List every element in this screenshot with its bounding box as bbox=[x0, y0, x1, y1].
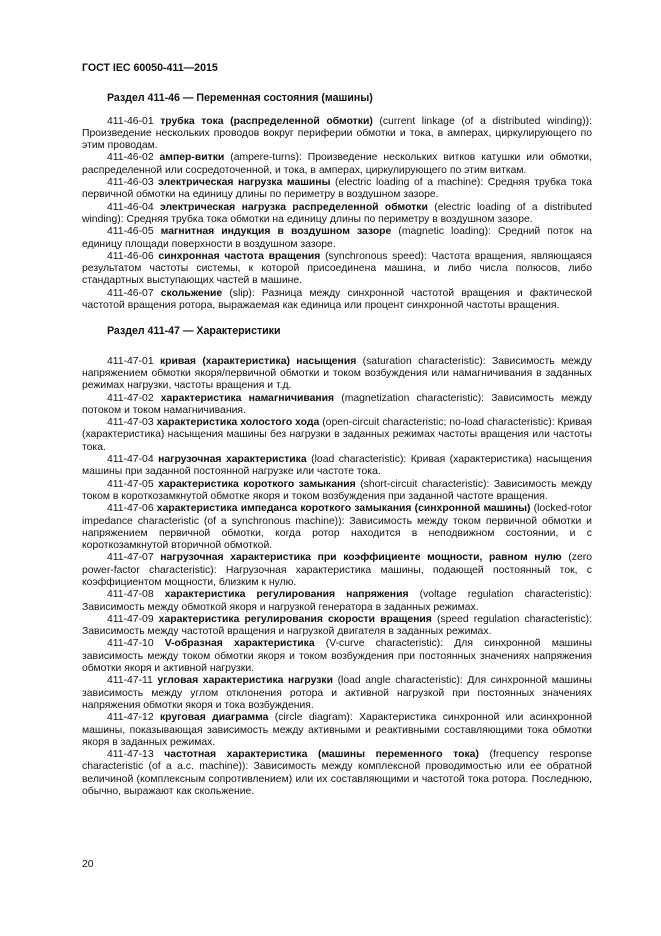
entry-411-46-05 bbox=[82, 226, 592, 251]
entry-term: электрическая нагрузка распределенной обмотки bbox=[159, 201, 428, 213]
entry-code: 411-46-03 bbox=[107, 177, 154, 189]
entry-411-47-08 bbox=[82, 589, 592, 614]
entry-text: (current linkage (of a distributed winding)): Произведение нескольких проводов вокруг периферии обмотки и тока, в амперах, циркулирующего по этим проводам. bbox=[82, 115, 592, 152]
section-body bbox=[82, 356, 592, 799]
page-number: 20 bbox=[82, 859, 94, 870]
entry-code: 411-47-01 bbox=[107, 355, 154, 367]
entry-term: магнитная индукция в воздушном зазоре bbox=[160, 226, 392, 238]
entry-411-47-10 bbox=[82, 638, 592, 675]
entry-411-47-06 bbox=[82, 503, 592, 552]
entry-411-46-06 bbox=[82, 251, 592, 288]
entry-411-47-04 bbox=[82, 454, 592, 479]
entry-411-47-11 bbox=[82, 675, 592, 712]
entry-411-46-07 bbox=[82, 288, 592, 313]
entry-code: 411-47-07 bbox=[107, 552, 154, 564]
entry-term: характеристика холостого хода bbox=[156, 417, 320, 429]
entry-text: (electric loading of a machine): Средняя трубка тока первичной обмотки на единицу длины по периметру в воздушном зазоре. bbox=[82, 177, 592, 201]
entry-term: скольжение bbox=[160, 287, 223, 299]
entry-text: (voltage regulation characteristic): Зависимость между обмоткой якоря и нагрузкой генератора в заданных режимах. bbox=[82, 589, 593, 613]
entry-code: 411-46-02 bbox=[107, 152, 154, 164]
entry-text: (ampere-turns): Произведение нескольких витков катушки или обмотки, распределенной или сосредоточенной, и тока, в амперах, циркулирующего по этим виткам. bbox=[82, 152, 592, 176]
entry-text: (V-curve characteristic): Для синхронной машины зависимость между током обмотки якоря и током возбуждения при постоянных значениях напряжения обмотки якоря и активной нагрузки. bbox=[82, 638, 592, 675]
entry-411-47-09 bbox=[82, 614, 592, 639]
entry-term: нагрузочная характеристика при коэффициенте мощности, равном нулю bbox=[160, 552, 562, 564]
entry-term: кривая (характеристика) насыщения bbox=[159, 355, 357, 367]
entry-text: (speed regulation characteristic): Зависимость между частотой вращения и нагрузкой двигателя в заданных режимах. bbox=[82, 613, 593, 638]
entry-code: 411-47-12 bbox=[107, 712, 154, 724]
entry-term: частотная характеристика (машины переменного тока) bbox=[164, 749, 479, 761]
entry-text: (electric loading of a distributed winding): Средняя трубка тока обмотки на единицу длины по периметру в воздушном зазоре. bbox=[82, 201, 592, 225]
entry-411-46-02 bbox=[82, 152, 592, 177]
entry-411-46-03 bbox=[82, 177, 592, 202]
entry-text: (circle diagram): Характеристика синхронной или асинхронной машины, показывающая зависимость между активными и реактивными составляющими тока обмотки якоря в заданных режимах. bbox=[82, 712, 593, 748]
entry-term: угловая характеристика нагрузки bbox=[157, 675, 333, 687]
entry-code: 411-47-13 bbox=[107, 749, 154, 761]
entry-411-47-02 bbox=[82, 393, 592, 418]
entry-term: характеристика импеданса короткого замыкания (синхронной машины) bbox=[156, 503, 531, 515]
entry-411-47-01 bbox=[82, 356, 592, 393]
entry-411-46-04 bbox=[82, 202, 592, 227]
entry-code: 411-46-07 bbox=[107, 287, 154, 299]
entry-code: 411-46-06 bbox=[107, 250, 154, 262]
entry-text: (synchronous speed): Частота вращения, являющаяся результатом частоты системы, к которой присоединена машина, и либо числа полюсов, либо стандартных выступающих частей в машине. bbox=[82, 250, 592, 287]
entry-term: ампер-витки bbox=[159, 152, 225, 164]
entry-term: V-образная характеристика bbox=[164, 638, 315, 650]
entry-code: 411-47-05 bbox=[107, 478, 154, 490]
entry-411-47-13 bbox=[82, 749, 592, 798]
entry-term: характеристика намагничивания bbox=[160, 392, 335, 404]
section-body bbox=[82, 116, 592, 313]
entry-code: 411-46-05 bbox=[107, 226, 154, 238]
entry-text: (open-circuit characteristic; no-load characteristic): Кривая (характеристика) насыщения машины без нагрузки в заданных режимах частоты вращения или частоты тока. bbox=[82, 417, 592, 453]
entry-term: характеристика короткого замыкания bbox=[158, 478, 356, 490]
page-content bbox=[82, 62, 592, 798]
entry-code: 411-47-06 bbox=[107, 503, 154, 515]
entry-term: характеристика регулирования напряжения bbox=[164, 589, 409, 601]
entry-code: 411-47-10 bbox=[107, 638, 154, 650]
entry-term: электрическая нагрузка машины bbox=[158, 177, 331, 189]
entry-text: (locked-rotor impedance characteristic (of a synchronous machine)): Зависимость между током первичной обмотки и напряжением первичной обмотки, когда ротор находится в неподвижном состоянии, и с короткозамкнутой вторичной обмоткой. bbox=[82, 503, 592, 552]
entry-term: характеристика регулирования скорости вращения bbox=[158, 613, 432, 625]
entry-411-47-03 bbox=[82, 417, 592, 454]
section-title: Раздел 411-46 — Переменная состояния (машины) bbox=[107, 92, 373, 105]
entry-term: синхронная частота вращения bbox=[158, 250, 321, 262]
entry-text: (zero power-factor characteristic): Нагрузочная характеристика машины, подающей постоянный ток, с коэффициентом мощности, близким к нулю. bbox=[82, 552, 592, 588]
entry-411-47-07 bbox=[82, 552, 592, 589]
entry-text: (load angle characteristic): Для синхронной машины зависимость между углом отклонения ротора и активной нагрузкой при постоянных значениях напряжения обмотки якоря и тока возбуждения. bbox=[82, 675, 593, 711]
entry-411-47-12 bbox=[82, 712, 592, 749]
entry-code: 411-47-04 bbox=[107, 454, 154, 466]
entry-term: нагрузочная характеристика bbox=[158, 454, 307, 466]
entry-text: (frequency response characteristic (of a a.c. machine)): Зависимость между комплексной проводимостью или ее обратной величиной (комплексным сопротивлением) или их составляющими и частотой тока ротора. Последнюю, обычно, выражают как скольжение. bbox=[82, 749, 592, 798]
entry-term: круговая диаграмма bbox=[159, 712, 269, 724]
standard-header: ГОСТ IEC 60050-411—2015 bbox=[82, 62, 218, 74]
entry-text: (magnetization characteristic): Зависимость между потоком и током намагничивания. bbox=[82, 392, 592, 416]
entry-text: (magnetic loading): Средний поток на единицу площади поверхности в воздушном зазоре. bbox=[82, 226, 592, 250]
entry-text: (short-circuit characteristic): Зависимость между током в короткозамкнутой обмотке якоря и током возбуждения при заданной частоте вращения. bbox=[82, 478, 593, 502]
entry-code: 411-47-09 bbox=[107, 613, 154, 625]
entry-code: 411-46-04 bbox=[107, 201, 154, 213]
entry-text: (load characteristic): Кривая (характеристика) насыщения машины при заданной постоянной нагрузке или частоте тока. bbox=[82, 454, 593, 478]
entry-text: (slip): Разница между синхронной частотой вращения и фактической частотой вращения ротора, выражаемая как единица или процент синхронной частоты вращения. bbox=[82, 287, 592, 312]
section-title: Раздел 411-47 — Характеристики bbox=[107, 325, 281, 338]
entry-code: 411-47-08 bbox=[107, 589, 154, 601]
entry-411-46-01 bbox=[82, 116, 592, 153]
entry-code: 411-46-01 bbox=[107, 115, 154, 127]
entry-code: 411-47-11 bbox=[107, 675, 153, 687]
entry-code: 411-47-02 bbox=[107, 392, 154, 404]
entry-term: трубка тока (распределенной обмотки) bbox=[160, 115, 373, 127]
entry-code: 411-47-03 bbox=[107, 417, 154, 429]
entry-411-47-05 bbox=[82, 479, 592, 504]
entry-text: (saturation characteristic): Зависимость между напряжением обмотки якоря/первичной обмотки и током возбуждения или намагничивания в заданных режимах нагрузки, частоты вращения и т.д. bbox=[82, 355, 592, 392]
